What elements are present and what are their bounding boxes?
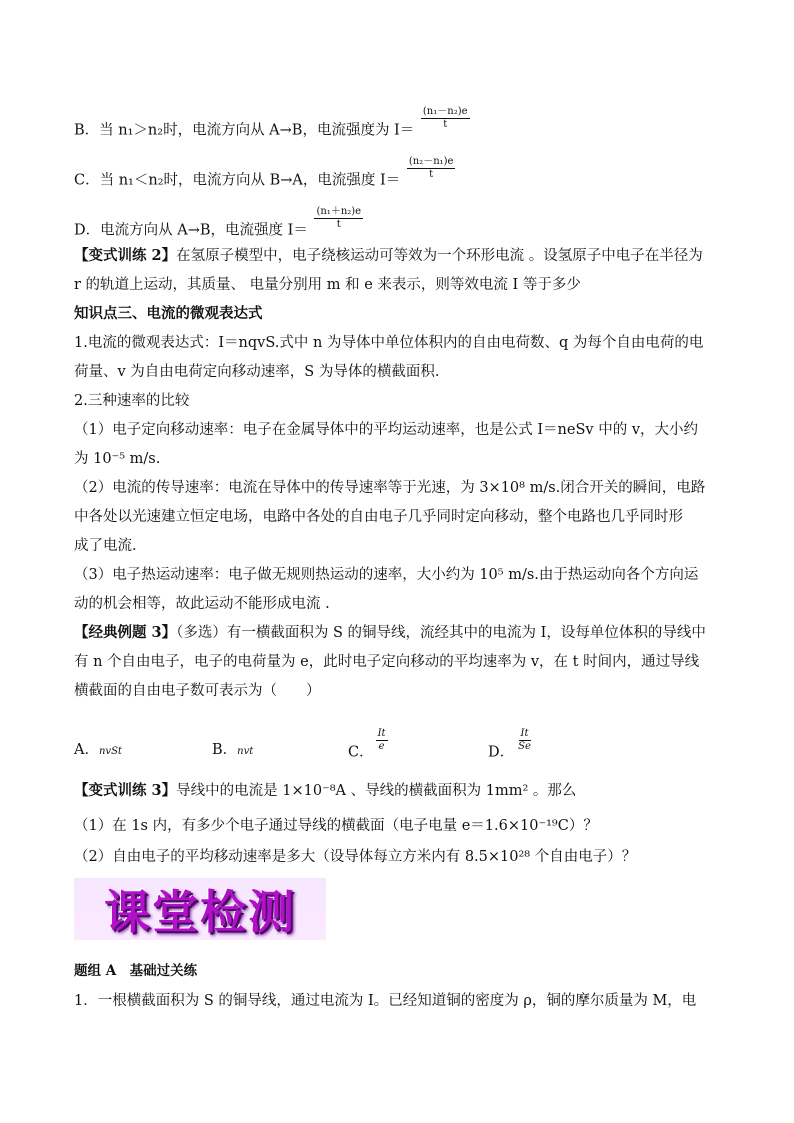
section3-p1-line1: 1.电流的微观表达式：I＝nqvS.式中 n 为导体中单位体积内的自由电荷数、q 为每个自由电荷的电 (74, 335, 704, 351)
section3-heading: 知识点三、电流的微观表达式 (74, 305, 263, 322)
section3-s3-line2: 动的机会相等，故此运动不能形成电流 . (74, 596, 330, 612)
example3-line1: 【经典例题 3】（多选）有一横截面积为 S 的铜导线，流经其中的电流为 I，设每单位体积的导线中 (74, 624, 706, 641)
classroom-test-banner: 课堂检测 (74, 878, 326, 940)
section3-p1-line2: 荷量、v 为自由电荷定向移动速率，S 为导体的横截面积. (74, 364, 440, 380)
fraction-c: $\frac{\text{(n₂－n₁)e}}{t}$ (408, 156, 454, 180)
example3-line2: 有 n 个自由电子，电子的电荷量为 e，此时电子定向移动的平均速率为 v，在 t 时间内，通过导线 (74, 654, 700, 670)
example3-line3: 横截面的自由电子数可表示为（ ） (74, 683, 321, 699)
bianshi3-line1: 【变式训练 3】导线中的电流是 1×10⁻⁸A 、导线的横截面积为 1mm² 。那么 (74, 782, 577, 799)
section3-s3-line1: （3）电子热运动速率：电子做无规则热运动的速率，大小约为 10⁵ m/s.由于热运动向各个方向运 (74, 567, 699, 583)
group-a-heading: 题组 A 基础过关练 (74, 963, 198, 979)
example3-option-b: B．nvt (212, 742, 254, 758)
section3-s1-line2: 为 10⁻⁵ m/s. (74, 451, 161, 467)
section3-s1-line1: （1）电子定向移动速率：电子在金属导体中的平均运动速率，也是公式 I＝neSv 中的 v，大小约 (74, 422, 699, 438)
section3-s2-line1: （2）电流的传导速率：电流在导体中的传导速率等于光速，为 3×10⁸ m/s.闭合开关的瞬间，电路 (74, 480, 706, 496)
fraction-d: $\frac{\text{(n₁＋n₂)e}}{t}$ (316, 206, 362, 230)
example3-option-d: D． $\frac{It}{Se}$ (488, 728, 531, 761)
example3-option-c: C． $\frac{It}{e}$ (348, 728, 386, 761)
option-b: B．当 n₁＞n₂时，电流方向从 A→B，电流强度为 I＝ $\frac{\text{(n₁－n₂)e}}{t}$ (74, 106, 468, 139)
section3-p2: 2.三种速率的比较 (74, 393, 190, 409)
bianshi3-q2: （2）自由电子的平均移动速率是多大（设导体每立方米内有 8.5×10²⁸ 个自由电子）？ (74, 849, 637, 865)
option-c: C．当 n₁＜n₂时，电流方向从 B→A，电流强度 I＝ $\frac{\text{(n₂－n₁)e}}{t}$ (74, 156, 454, 189)
group-a-q1: 1．一根横截面积为 S 的铜导线，通过电流为 I。已经知道铜的密度为 ρ，铜的摩尔质量为 M，电 (74, 993, 697, 1009)
example3-option-a: A．nvSt (74, 742, 122, 758)
fraction-b: $\frac{\text{(n₁－n₂)e}}{t}$ (422, 106, 468, 130)
section3-s2-line3: 成了电流. (74, 538, 137, 554)
bianshi2-line2: r 的轨道上运动，其质量、 电量分别用 m 和 e 来表示，则等效电流 I 等于多少 (74, 277, 581, 293)
bianshi3-q1: （1）在 1s 内，有多少个电子通过导线的横截面（电子电量 e＝1.6×10⁻¹⁹C）？ (74, 818, 598, 834)
option-d: D．电流方向从 A→B，电流强度 I＝ $\frac{\text{(n₁＋n₂)e}}{t}$ (74, 206, 362, 239)
section3-s2-line2: 中各处以光速建立恒定电场，电路中各处的自由电子几乎同时定向移动，整个电路也几乎同时形 (74, 509, 683, 525)
bianshi2-line1: 【变式训练 2】在氢原子模型中，电子绕核运动可等效为一个环形电流 。设氢原子中电子在半径为 (74, 247, 703, 264)
